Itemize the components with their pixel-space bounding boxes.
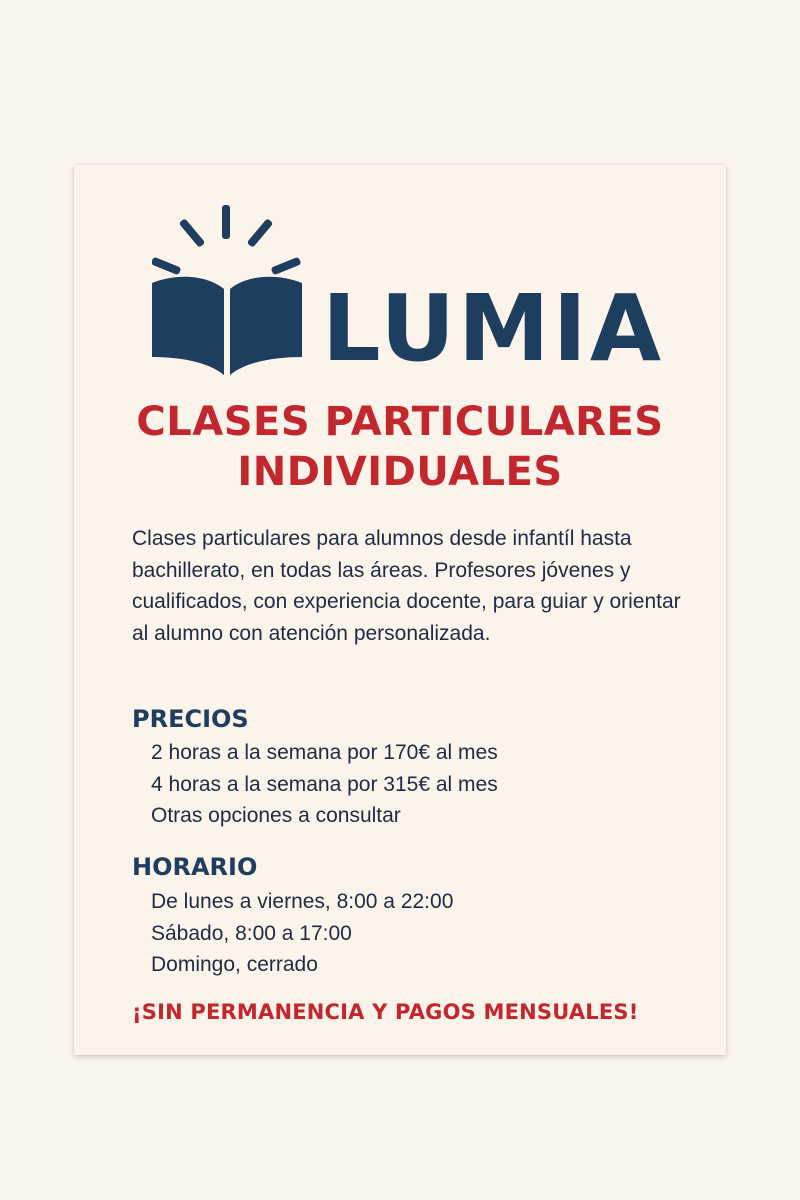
title-line-1: CLASES PARTICULARES bbox=[136, 399, 664, 445]
intro-paragraph: Clases particulares para alumnos desde infantíl hasta bachillerato, en todas las áreas. Profesores jóvenes y cualificados, con experiencia docente, para guiar y orientar al alumno con atención personalizada. bbox=[132, 527, 681, 645]
horario-heading: HORARIO bbox=[132, 853, 258, 881]
logo bbox=[152, 205, 672, 380]
list-item: Domingo, cerrado bbox=[151, 953, 318, 976]
list-item: Sábado, 8:00 a 17:00 bbox=[151, 921, 352, 945]
title-line-2: INDIVIDUALES bbox=[237, 449, 563, 495]
list-item: 2 horas a la semana por 170€ al mes bbox=[151, 741, 498, 764]
brand-name: LUMIA bbox=[322, 275, 665, 382]
precios-list bbox=[151, 737, 498, 832]
horario-list bbox=[151, 886, 453, 981]
list-item: 4 horas a la semana por 315€ al mes bbox=[151, 772, 498, 796]
open-book-with-rays-icon bbox=[152, 205, 302, 380]
footer-note: ¡SIN PERMANENCIA Y PAGOS MENSUALES! bbox=[132, 1000, 639, 1024]
flyer-sheet bbox=[74, 165, 726, 1055]
list-item: Otras opciones a consultar bbox=[151, 804, 401, 827]
list-item: De lunes a viernes, 8:00 a 22:00 bbox=[151, 890, 454, 913]
precios-heading: PRECIOS bbox=[132, 705, 249, 733]
page-title bbox=[74, 397, 726, 497]
